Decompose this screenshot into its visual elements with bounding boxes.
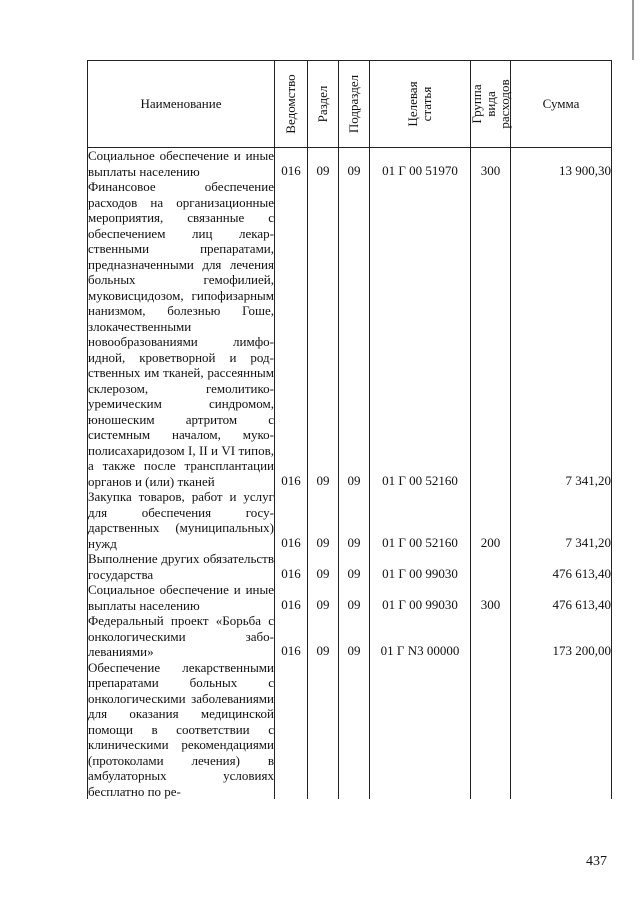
row-name: Выполнение других обязательств государства [88,551,274,582]
header-vedomstvo: Ведомство [283,74,298,134]
header-celevaya-cell [370,61,471,148]
header-podrazdel-cell [339,61,370,148]
row-razdel: 09 [308,489,339,551]
row-name: Обеспечение лекарственными препаратами больных с онкологическими заболеваниями для оказания медицинской помощи в соответствии с клиническими рекомендациями (протоколами лечения) в амбулаторных условиях бесплатно по ре- [88,659,274,799]
header-razdel: Раздел [315,85,330,123]
header-vedomstvo-cell [275,61,308,148]
row-summa: 476 613,40 [511,582,612,613]
row-razdel: 09 [308,551,339,582]
row-gruppa [471,613,511,660]
row-vedomstvo: 016 [275,613,308,660]
row-podrazdel: 09 [339,613,370,660]
row-celevaya: 01 Г 00 99030 [370,551,471,582]
row-vedomstvo: 016 [275,582,308,613]
row-celevaya [370,660,471,800]
table-row [88,613,612,660]
row-razdel: 09 [308,613,339,660]
row-gruppa [471,179,511,489]
page-edge-line [632,0,634,60]
header-name: Наименование [88,61,275,148]
row-vedomstvo: 016 [275,551,308,582]
budget-table [87,60,612,799]
row-podrazdel: 09 [339,489,370,551]
header-summa: Сумма [511,61,612,148]
header-podrazdel: Подраздел [346,74,361,134]
table-header-row [88,61,612,148]
row-name: Федеральный проект «Борьба с онкологическими заболеваниями» [88,613,274,659]
row-name: Социальное обеспечение и иные выплаты населению [88,582,274,613]
row-podrazdel: 09 [339,179,370,489]
row-razdel: 09 [308,179,339,489]
row-vedomstvo: 016 [275,179,308,489]
row-podrazdel: 09 [339,582,370,613]
row-summa: 7 341,20 [511,489,612,551]
row-vedomstvo: 016 [275,148,308,180]
row-summa [511,660,612,800]
row-podrazdel [339,660,370,800]
row-celevaya: 01 Г 00 52160 [370,179,471,489]
row-gruppa: 200 [471,489,511,551]
row-name: Социальное обеспечение и иные выплаты населению [88,148,274,179]
row-gruppa [471,660,511,800]
row-gruppa: 300 [471,582,511,613]
row-vedomstvo: 016 [275,489,308,551]
header-razdel-cell [308,61,339,148]
row-celevaya: 01 Г N3 00000 [370,613,471,660]
row-summa: 476 613,40 [511,551,612,582]
row-gruppa [471,551,511,582]
row-name: Закупка товаров, работ и услуг для обеспечения государственных (муниципальных) нужд [88,489,274,551]
row-razdel: 09 [308,148,339,180]
row-summa: 7 341,20 [511,179,612,489]
page-number: 437 [586,854,607,869]
table-row [88,551,612,582]
table-row [88,489,612,551]
table-row [88,582,612,613]
row-razdel: 09 [308,582,339,613]
row-celevaya: 01 Г 00 99030 [370,582,471,613]
row-podrazdel: 09 [339,148,370,180]
row-razdel [308,660,339,800]
header-celevaya: Целевая статья [405,81,434,127]
header-gruppa-cell [468,61,512,148]
header-gruppa: Группа вида расходов [468,79,512,129]
row-gruppa: 300 [471,148,511,180]
table-row [88,660,612,800]
row-name: Финансовое обеспечение расходов на организационные мероприятия, связанные с обеспечением лиц лекарственными препаратами, предназначенными для лечения больных гемофилией, муковисцидозом, гипофизарным нанизмом, болезнью Гоше, злокачественными новообразованиями лимфоидной, кроветворной и родственных им тканей, рассеянным склерозом, гемолитико-уремическим синдромом, юношеским артритом с системным началом, мукополисахаридозом I, II и VI типов, а также после трансплантации органов и (или) тканей [88,179,274,489]
row-vedomstvo [275,660,308,800]
row-summa: 13 900,30 [511,148,612,180]
table-row [88,148,612,180]
row-celevaya: 01 Г 00 51970 [370,148,471,180]
row-summa: 173 200,00 [511,613,612,660]
table-row [88,179,612,489]
row-celevaya: 01 Г 00 52160 [370,489,471,551]
row-podrazdel: 09 [339,551,370,582]
